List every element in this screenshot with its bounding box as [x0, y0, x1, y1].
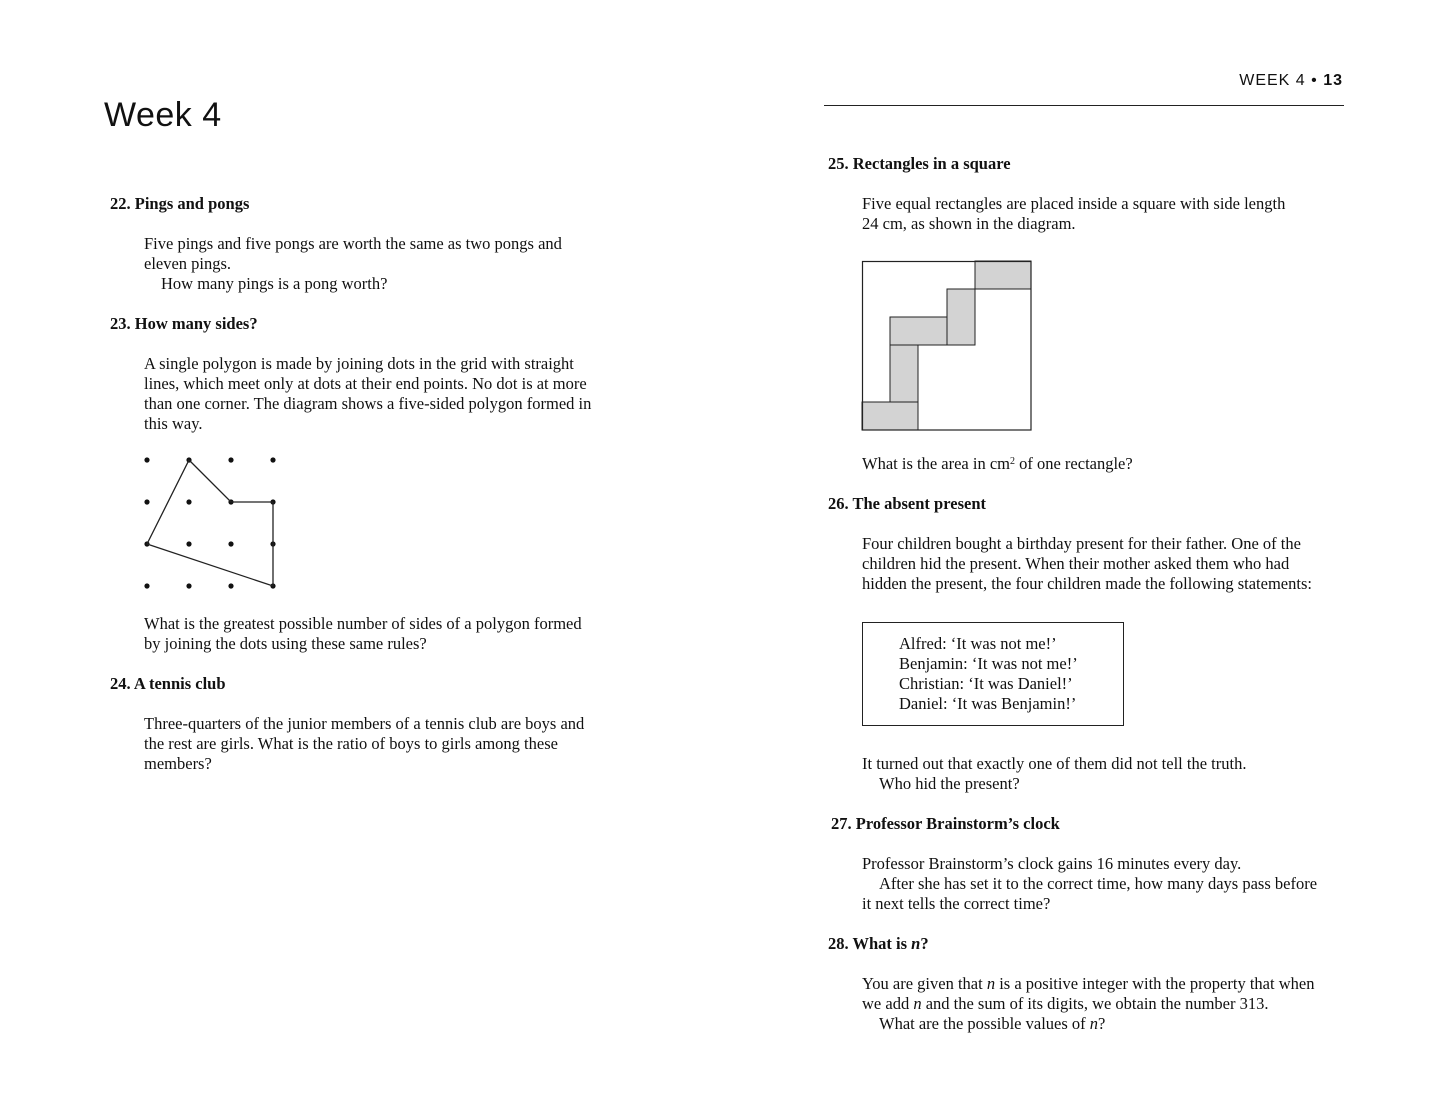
problem-24-title: A tennis club	[133, 674, 226, 693]
problem-24-text-3: members?	[144, 754, 212, 773]
grid-dot	[186, 541, 191, 546]
problem-25-title: Rectangles in a square	[852, 154, 1011, 173]
problem-25-text-1: Five equal rectangles are placed inside a square with side length	[862, 194, 1286, 213]
problem-28-number: 28.	[828, 934, 849, 953]
problem-23-question-1: What is the greatest possible number of sides of a polygon formed	[144, 614, 582, 633]
problem-23-text-4: this way.	[144, 414, 203, 433]
statement-daniel: Daniel: ‘It was Benjamin!’	[899, 694, 1077, 713]
grid-dot	[228, 583, 233, 588]
problem-22-text-2: eleven pings.	[144, 254, 232, 273]
grid-dot	[270, 457, 275, 462]
problem-26-number: 26.	[828, 494, 849, 513]
grid-dot	[144, 499, 149, 504]
problem-23-text-2: lines, which meet only at dots at their end points. No dot is at more	[144, 374, 587, 393]
variable-n: n	[1089, 1014, 1099, 1033]
running-head-bullet: •	[1311, 72, 1318, 89]
problem-28-question: What are the possible values of n?	[879, 1014, 1106, 1033]
rectangle-2	[947, 289, 975, 345]
problem-27-title: Professor Brainstorm’s clock	[855, 814, 1060, 833]
problem-27-question-1: After she has set it to the correct time, how many days pass before	[879, 874, 1318, 893]
problem-23-number: 23.	[110, 314, 131, 333]
problem-26-text-3: hidden the present, the four children made the following statements:	[862, 574, 1312, 593]
problem-27-question-2: it next tells the correct time?	[862, 894, 1051, 913]
problem-25-number: 25.	[828, 154, 849, 173]
rectangle-1	[975, 261, 1031, 289]
dot-grid	[144, 457, 275, 588]
problem-28-text-1: You are given that n is a positive integer with the property that when	[862, 974, 1315, 993]
problem-27-heading	[831, 814, 1060, 834]
grid-dot	[228, 541, 233, 546]
problem-24-heading	[110, 674, 226, 694]
variable-n: n	[911, 934, 921, 953]
rectangle-3	[890, 317, 947, 345]
problem-23-title: How many sides?	[134, 314, 258, 333]
problem-26-question: Who hid the present?	[879, 774, 1020, 793]
grid-dot	[228, 457, 233, 462]
grid-dot	[186, 583, 191, 588]
problem-22-text-1: Five pings and five pongs are worth the same as two pongs and	[144, 234, 562, 253]
problem-27-text-1: Professor Brainstorm’s clock gains 16 minutes every day.	[862, 854, 1242, 873]
statement-benjamin: Benjamin: ‘It was not me!’	[899, 654, 1078, 673]
statement-christian: Christian: ‘It was Daniel!’	[899, 674, 1073, 693]
variable-n: n	[913, 994, 922, 1013]
problem-23-question-2: by joining the dots using these same rules?	[144, 634, 427, 653]
grid-dot	[144, 457, 149, 462]
problem-24-text-2: the rest are girls. What is the ratio of boys to girls among these	[144, 734, 558, 753]
problem-28-text-2: we add n and the sum of its digits, we obtain the number 313.	[862, 994, 1269, 1013]
grid-dot	[186, 499, 191, 504]
variable-n: n	[986, 974, 996, 993]
problem-23-text-3: than one corner. The diagram shows a five-sided polygon formed in	[144, 394, 592, 413]
rectangle-4	[890, 345, 918, 402]
statements-box	[862, 622, 1124, 726]
problem-26-text-1: Four children bought a birthday present for their father. One of the	[862, 534, 1301, 553]
five-sided-polygon	[147, 460, 273, 586]
problem-26-title: The absent present	[852, 494, 986, 513]
problem-25-heading	[828, 154, 1011, 174]
problem-26-text-2: children hid the present. When their mother asked them who had	[862, 554, 1290, 573]
page-number: 13	[1323, 72, 1343, 89]
problem-22-title: Pings and pongs	[134, 194, 250, 213]
rectangles-in-square-diagram	[862, 261, 1032, 431]
problem-25-text-2: 24 cm, as shown in the diagram.	[862, 214, 1076, 233]
problem-22-question: How many pings is a pong worth?	[161, 274, 388, 293]
problem-26-text-4: It turned out that exactly one of them did not tell the truth.	[862, 754, 1247, 773]
problem-24-number: 24.	[110, 674, 131, 693]
problem-23-text-1: A single polygon is made by joining dots in the grid with straight	[144, 354, 574, 373]
problem-26-heading	[828, 494, 986, 514]
grid-dot	[144, 583, 149, 588]
running-head-label: WEEK 4	[1239, 72, 1306, 89]
problem-28-title: What is n?	[852, 934, 929, 953]
problem-24-text-1: Three-quarters of the junior members of a tennis club are boys and	[144, 714, 585, 733]
problem-27-number: 27.	[831, 814, 852, 833]
squared-superscript: 2	[1009, 456, 1015, 467]
problem-25-question: What is the area in $cm^2$ of one rectangle?	[862, 454, 1133, 473]
page-title: Week 4	[104, 96, 222, 134]
problem-22-number: 22.	[110, 194, 131, 213]
rectangle-5	[862, 402, 918, 430]
statement-alfred: Alfred: ‘It was not me!’	[899, 634, 1057, 653]
problem-28-heading	[828, 934, 929, 954]
